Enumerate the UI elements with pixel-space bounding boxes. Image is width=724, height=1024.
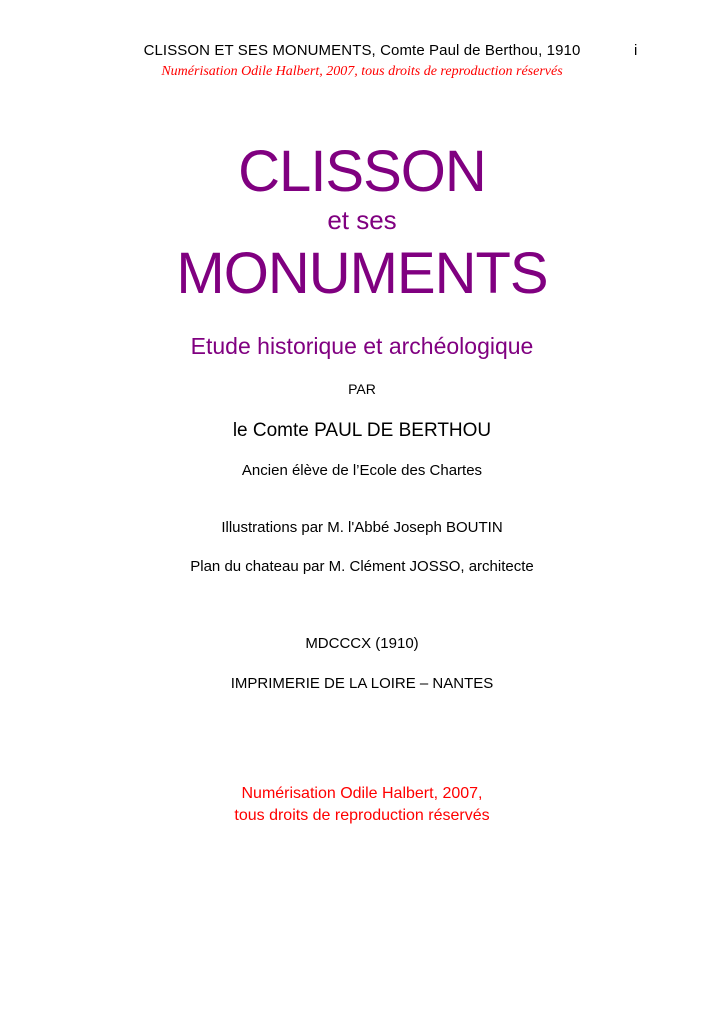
page-number: i <box>634 42 638 59</box>
publication-date: MDCCCX (1910) <box>305 635 419 652</box>
book-title-monuments: MONUMENTS <box>176 241 548 306</box>
by-label: PAR <box>348 381 376 397</box>
rights-notice <box>0 783 724 827</box>
printer-imprint: IMPRIMERIE DE LA LOIRE – NANTES <box>230 675 494 692</box>
book-title-et-ses: et ses <box>327 205 397 235</box>
illustrations-credit: Illustrations par M. l'Abbé Joseph BOUTIN <box>221 519 503 536</box>
running-header-title: CLISSON ET SES MONUMENTS, Comte Paul de Berthou, 1910 <box>143 42 581 59</box>
author-name: le Comte PAUL DE BERTHOU <box>232 420 492 441</box>
author-credentials: Ancien élève de l’Ecole des Chartes <box>241 462 483 479</box>
header-digitization-note: Numérisation Odile Halbert, 2007, tous droits de reproduction réservés <box>161 64 563 79</box>
rights-notice-line-2: tous droits de reproduction réservés <box>234 807 490 824</box>
rights-notice-line-1: Numérisation Odile Halbert, 2007, <box>241 785 483 802</box>
book-title-clisson: CLISSON <box>238 139 486 204</box>
book-subtitle: Etude historique et archéologique <box>190 333 534 359</box>
plan-credit: Plan du chateau par M. Clément JOSSO, architecte <box>190 558 534 575</box>
